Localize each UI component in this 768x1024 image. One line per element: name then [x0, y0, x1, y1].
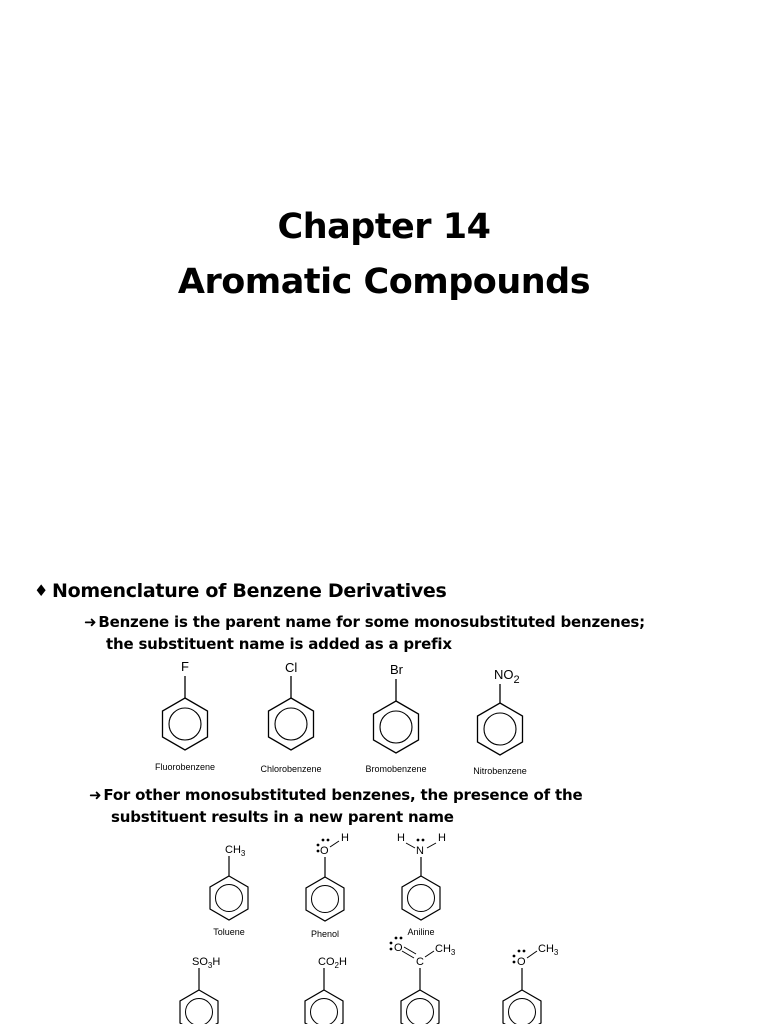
point1-line2: the substituent name is added as a prefix	[106, 635, 452, 653]
point2-line1: For other monosubstituted benzenes, the presence of the	[103, 786, 583, 804]
svg-text:O: O	[320, 845, 329, 857]
svg-text:CO2H: $CO_2H$	[318, 956, 347, 970]
chapter-number: Chapter 14	[277, 207, 491, 247]
phenol-label: Phenol	[310, 929, 340, 939]
point1-line1: Benzene is the parent name for some monosubstituted benzenes;	[98, 613, 645, 631]
svg-text:Br: Br	[390, 662, 403, 677]
svg-text:H: H	[438, 832, 446, 844]
svg-text:O: O	[517, 956, 526, 968]
phenol-structure	[306, 832, 349, 921]
svg-text:CH3: $CH_3$	[538, 943, 559, 957]
svg-text:H: H	[397, 832, 405, 844]
anisole-structure	[503, 943, 559, 1024]
nitrobenzene-structure	[478, 667, 523, 755]
acetophenone-structure	[390, 937, 456, 1024]
nitrobenzene-label: Nitrobenzene	[473, 766, 527, 776]
section-heading-text: Nomenclature of Benzene Derivatives	[52, 580, 447, 602]
toluene-structure	[210, 844, 248, 920]
svg-text:Cl: Cl	[285, 660, 298, 675]
right-arrow-icon: ➜	[89, 786, 102, 804]
fluorobenzene-label: Fluorobenzene	[154, 762, 216, 772]
toluene-label: Toluene	[213, 927, 245, 937]
svg-text:SO3H: $SO_3H$	[192, 956, 221, 970]
chlorobenzene-label: Chlorobenzene	[260, 764, 322, 774]
fluorobenzene-structure	[163, 659, 208, 750]
svg-text:O: O	[394, 942, 403, 954]
aniline-structure	[397, 832, 446, 920]
bromobenzene-structure	[374, 662, 419, 753]
svg-text:CH3: $CH_3$	[435, 943, 456, 957]
chapter-title: Aromatic Compounds	[177, 262, 591, 302]
bromobenzene-label: Bromobenzene	[365, 764, 427, 774]
svg-text:F: F	[181, 659, 189, 674]
svg-text:H: H	[341, 832, 349, 844]
aniline-label: Aniline	[407, 927, 435, 937]
right-arrow-icon: ➜	[84, 613, 97, 631]
svg-text:N: N	[416, 845, 424, 857]
svg-text:CH3: $CH_3$	[225, 844, 246, 858]
benzenesulfonic-acid-structure	[180, 956, 220, 1024]
diamond-bullet-icon: ♦	[34, 581, 49, 600]
point2-line2: substituent results in a new parent name	[111, 808, 454, 826]
svg-text:C: C	[416, 956, 424, 968]
benzoic-acid-structure	[305, 956, 347, 1024]
svg-text:NO2: $NO_2$	[494, 667, 520, 686]
chlorobenzene-structure	[269, 660, 314, 750]
